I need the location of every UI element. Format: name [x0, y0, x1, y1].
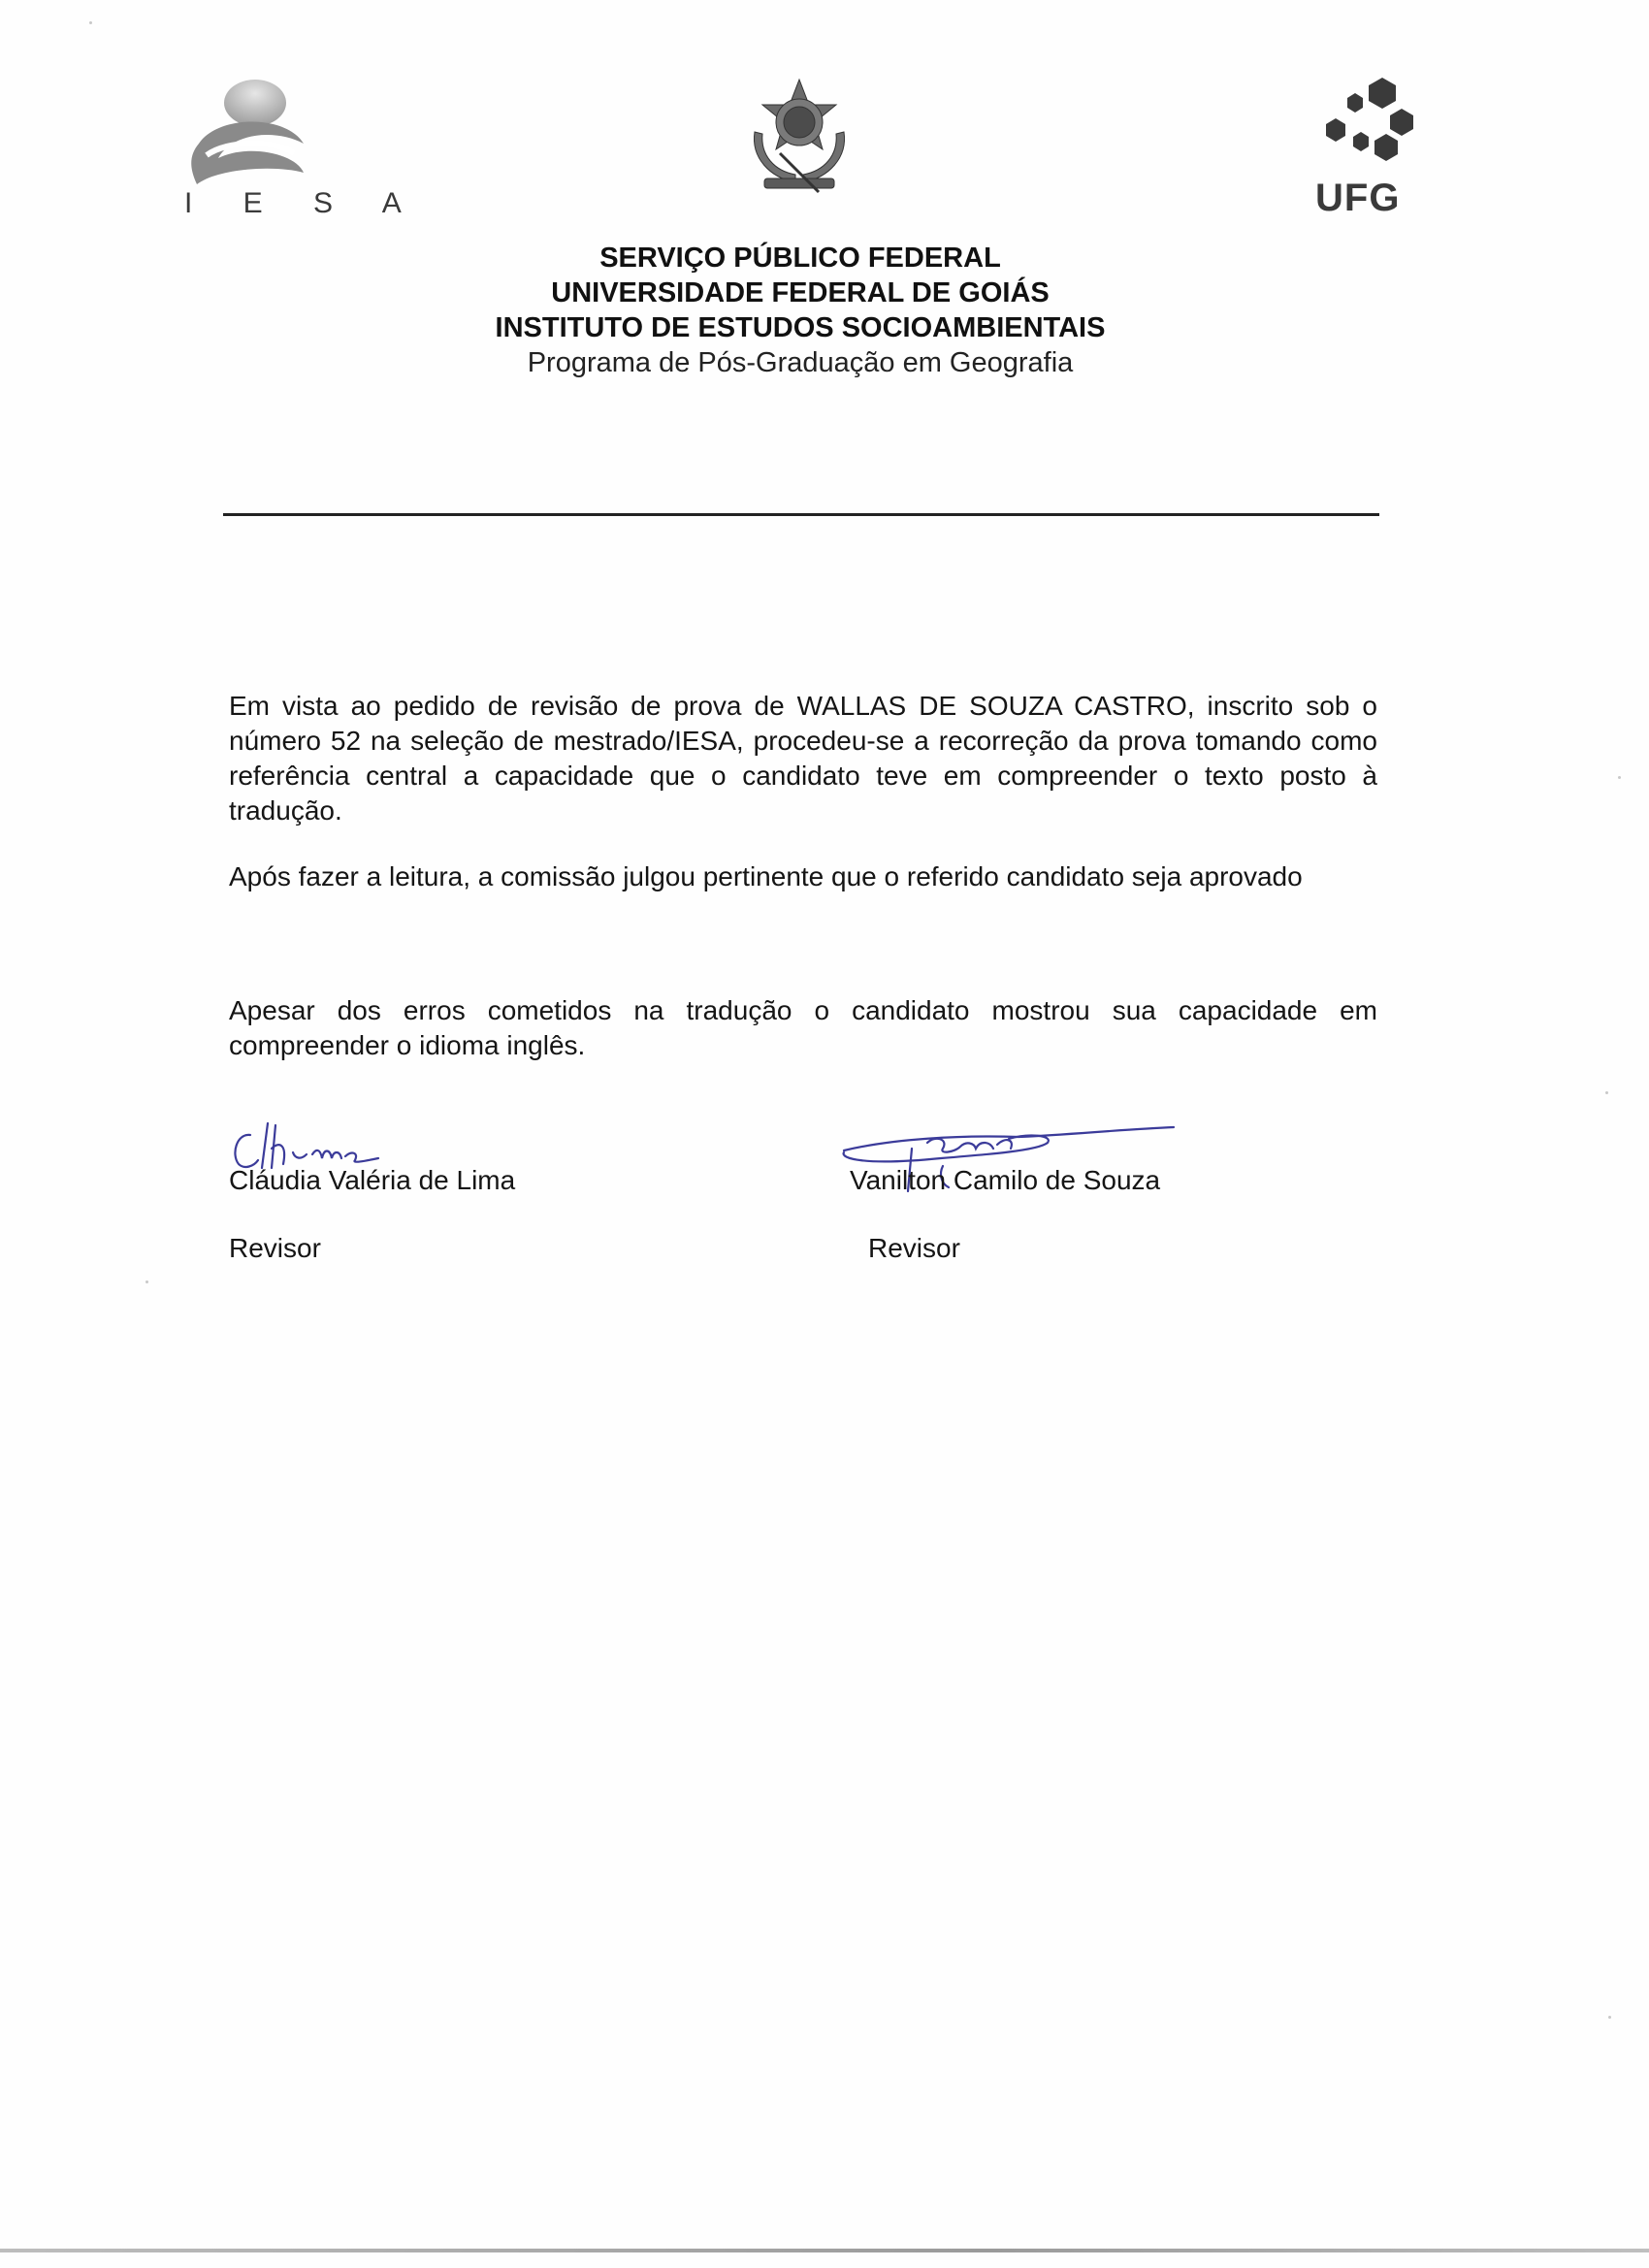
signature-left-name: Cláudia Valéria de Lima — [229, 1165, 516, 1195]
signature-left-role: Revisor — [229, 1233, 321, 1263]
header-divider — [223, 513, 1379, 516]
scan-speck — [1605, 1091, 1608, 1094]
header-institute: INSTITUTO DE ESTUDOS SOCIOAMBIENTAIS — [495, 312, 1106, 343]
ufg-hexagons-icon — [1314, 76, 1421, 168]
scan-edge — [0, 2249, 1649, 2252]
body-paragraph-1: Em vista ao pedido de revisão de prova de WALLAS DE SOUZA CASTRO, inscrito sob o número 52 na seleção de mestrado/IESA, procedeu-se a recorreção da prova tomando como referência central a capacidade que o candidato teve em compreender o texto posto à tradução. — [229, 691, 1377, 826]
scan-speck — [1608, 2016, 1611, 2019]
scan-speck — [89, 21, 92, 24]
iesa-logo-label: I E S A — [184, 187, 423, 219]
ufg-logo-label: UFG — [1315, 177, 1401, 219]
body-paragraph-3: Apesar dos erros cometidos na tradução o candidato mostrou sua capacidade em compreender o idioma inglês. — [229, 995, 1377, 1060]
signature-right-name: Vanilton Camilo de Souza — [850, 1165, 1161, 1195]
header-federal-service: SERVIÇO PÚBLICO FEDERAL — [599, 243, 1001, 274]
scan-speck — [1618, 776, 1621, 779]
brazil-coat-of-arms-icon — [741, 76, 857, 202]
body-paragraph-2: Após fazer a leitura, a comissão julgou pertinente que o referido candidato seja aprovado — [229, 861, 1303, 891]
header-program: Programa de Pós-Graduação em Geografia — [527, 347, 1074, 378]
document-header — [0, 241, 1600, 380]
signature-right-role: Revisor — [868, 1233, 960, 1263]
header-university: UNIVERSIDADE FEDERAL DE GOIÁS — [551, 277, 1050, 308]
scan-speck — [146, 1280, 148, 1283]
